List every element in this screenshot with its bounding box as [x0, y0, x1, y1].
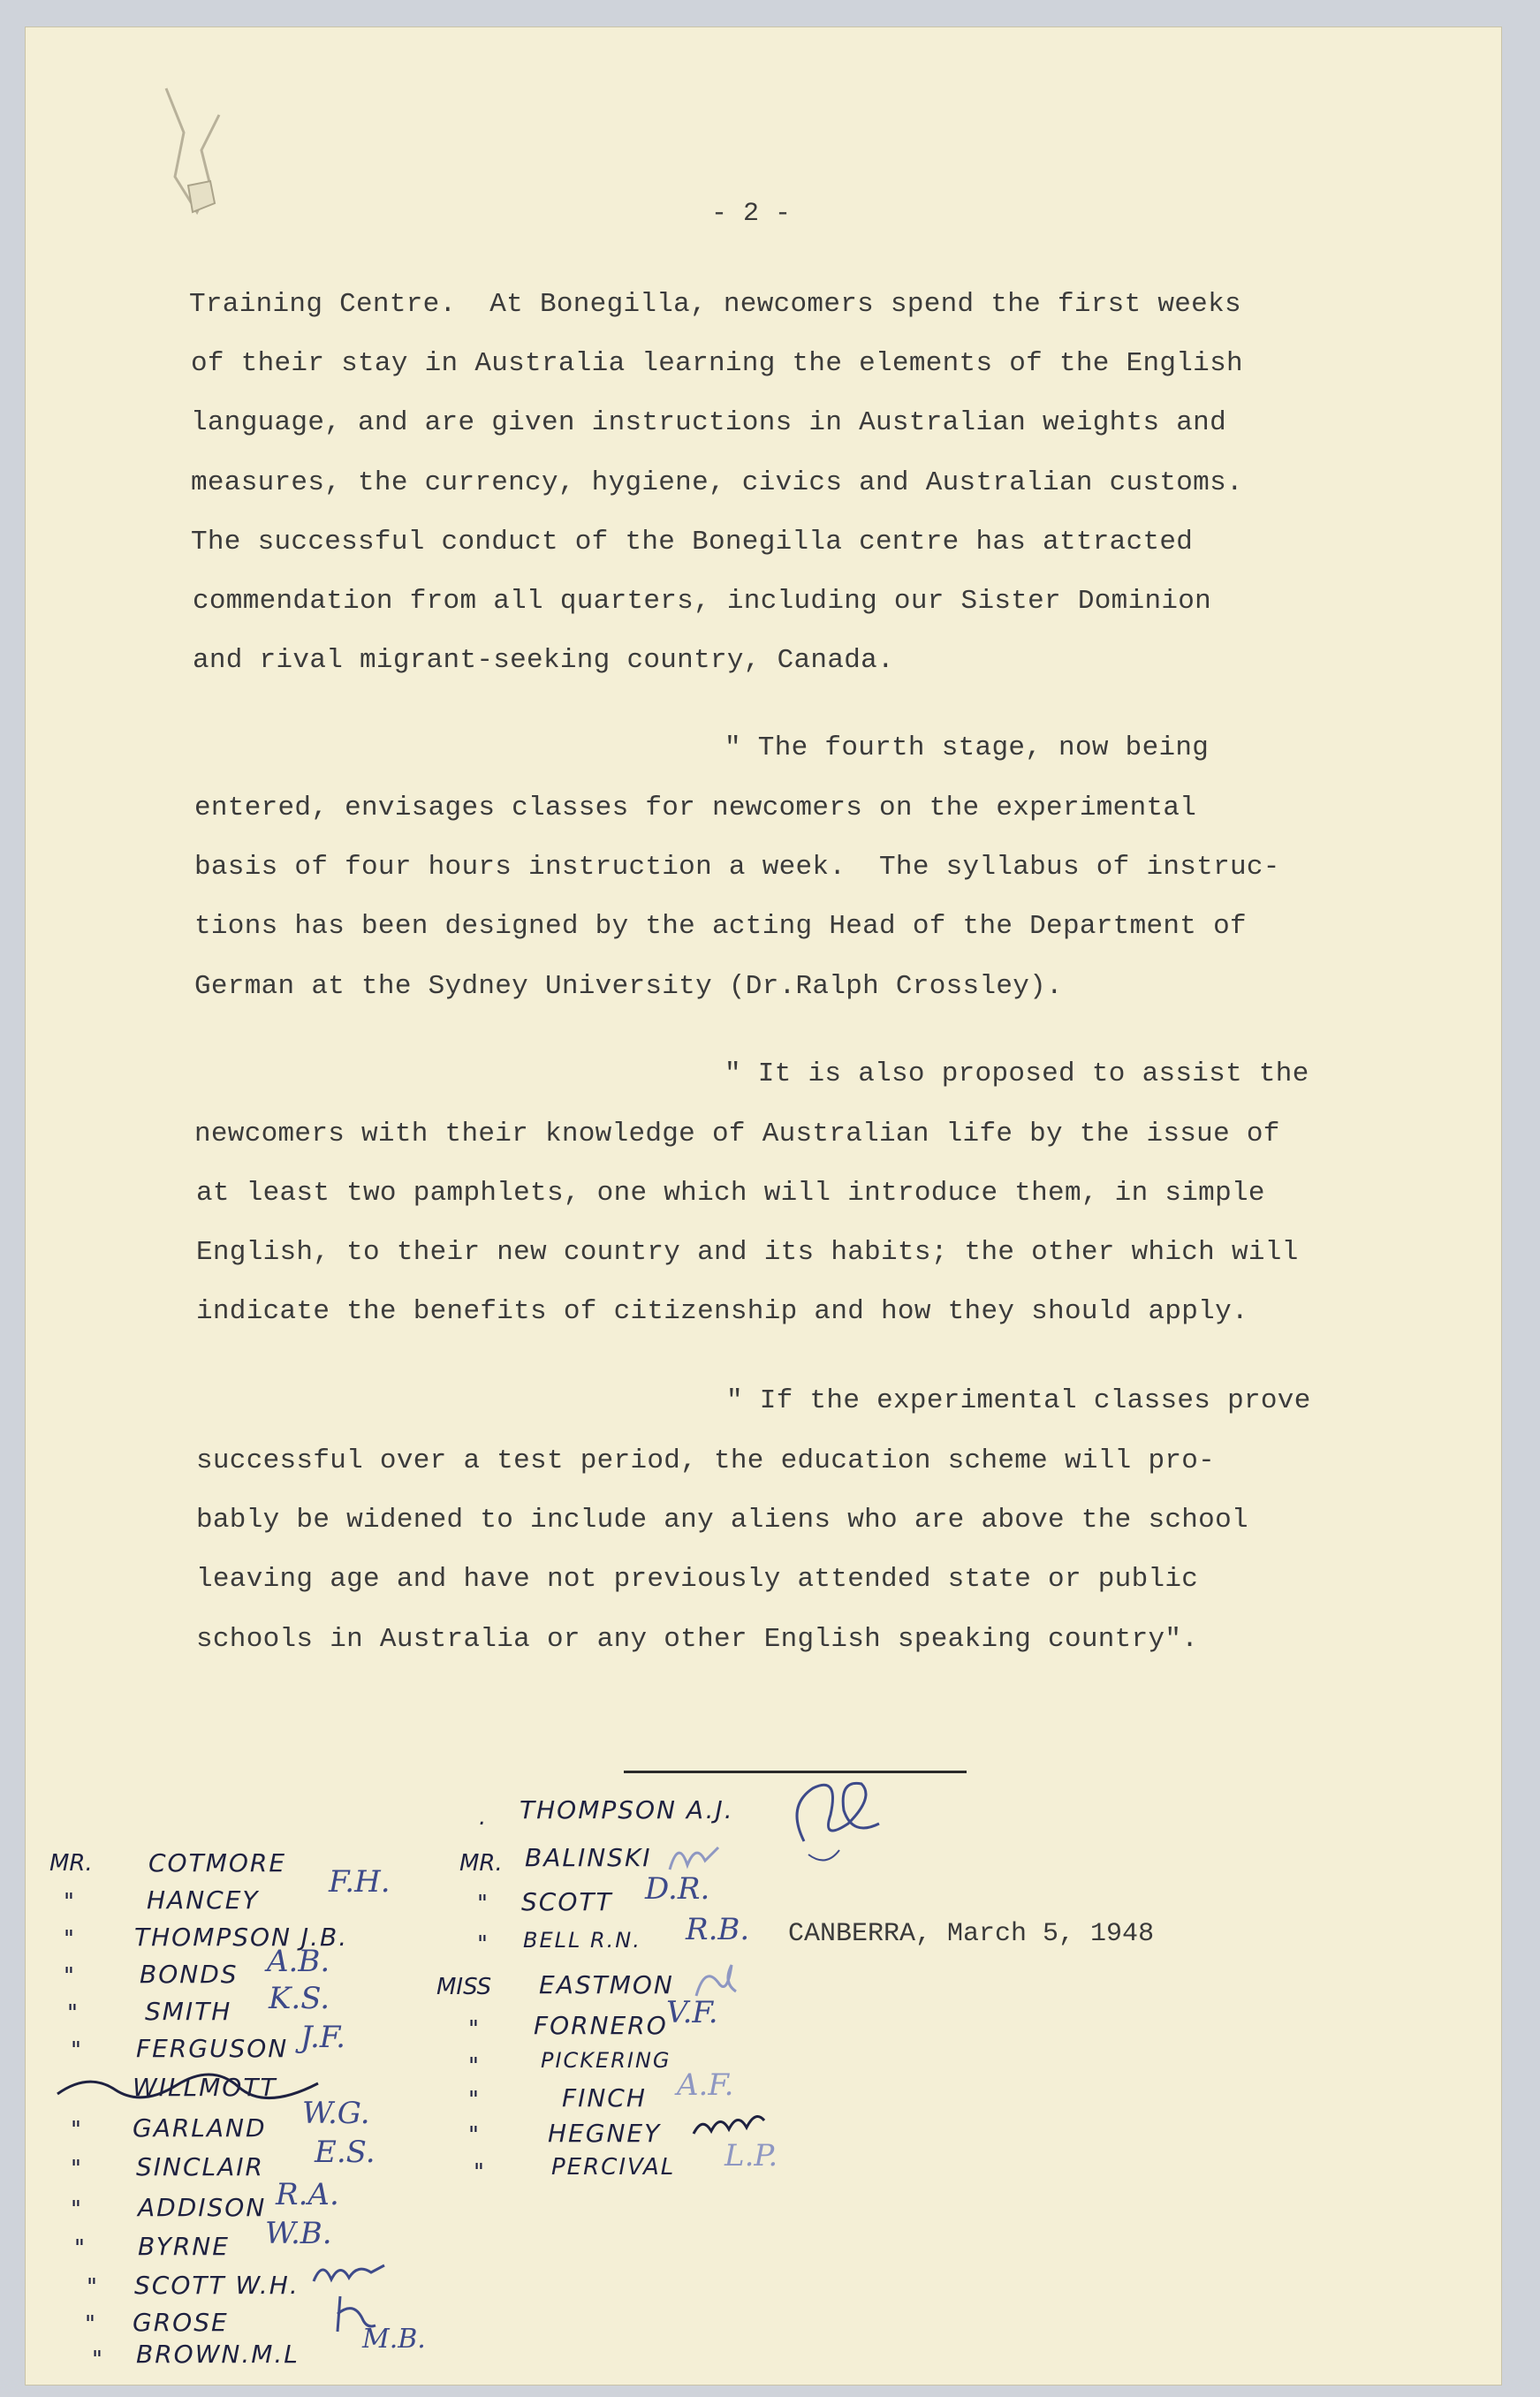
signatory-name: HEGNEY: [548, 2119, 662, 2148]
signatory-name: BROWN.M.L: [136, 2340, 300, 2369]
signatory-name: GARLAND: [133, 2113, 267, 2143]
text-line: tions has been designed by the acting Head of the Department of: [194, 911, 1247, 942]
signatory-initials: A.F.: [677, 2067, 734, 2103]
signatory-name: BALINSKI: [525, 1843, 652, 1872]
text-line: " The fourth stage, now being: [724, 732, 1210, 763]
text-line: commendation from all quarters, including our Sister Dominion: [193, 586, 1212, 617]
signatory-name: COTMORE: [148, 1848, 287, 1877]
signatory-name: THOMPSON A.J.: [520, 1795, 734, 1824]
signatory-initials: F.H.: [329, 1864, 391, 1900]
signatory-name: BELL R.N.: [523, 1928, 641, 1953]
strike-through-mark: [53, 2067, 336, 2103]
signatory-name: FINCH: [562, 2083, 647, 2113]
signatory-name: ADDISON: [138, 2193, 267, 2222]
signatory-prefix: ": [74, 2235, 85, 2262]
signatory-initials: D.R.: [645, 1871, 710, 1907]
page-number: - 2 -: [710, 199, 791, 229]
signatory-prefix: .: [479, 1804, 487, 1831]
signatory-initials: A.B.: [267, 1944, 330, 1979]
text-line: at least two pamphlets, one which will introduce them, in simple: [196, 1178, 1265, 1209]
signatory-prefix: ": [477, 1891, 488, 1917]
signatory-initials: M.B.: [362, 2324, 426, 2355]
signatory-prefix: ": [71, 2117, 81, 2143]
text-line: " If the experimental classes prove: [726, 1385, 1311, 1416]
text-line: and rival migrant-seeking country, Canada.: [193, 645, 894, 676]
signatory-initials: L.P.: [724, 2138, 778, 2173]
signatory-prefix: ": [468, 2087, 479, 2113]
text-line: indicate the benefits of citizenship and how they should apply.: [196, 1296, 1248, 1327]
signature-scribble: [778, 1771, 901, 1868]
signatory-prefix: ": [67, 2000, 78, 2027]
signatory-prefix: ": [477, 1931, 488, 1958]
signature-scribble: [687, 1956, 740, 2000]
signatory-name: THOMPSON J.B.: [134, 1923, 349, 1952]
signatory-prefix: ": [64, 1889, 74, 1915]
signatory-name: BYRNE: [138, 2232, 230, 2261]
signatory-prefix: ": [71, 2156, 81, 2182]
signatory-prefix: ": [71, 2196, 81, 2223]
dateline: CANBERRA, March 5, 1948: [788, 1919, 1155, 1949]
signatory-initials: K.S.: [269, 1981, 330, 2016]
signatory-prefix: ": [85, 2311, 95, 2338]
text-line: successful over a test period, the education scheme will pro-: [196, 1445, 1216, 1476]
signatory-prefix: MR.: [459, 1850, 503, 1877]
signatory-prefix: ": [468, 2053, 479, 2080]
text-line: English, to their new country and its habits; the other which will: [196, 1237, 1299, 1268]
signatory-name: WILLMOTT: [133, 2073, 277, 2102]
signatory-prefix: ": [71, 2037, 81, 2064]
signatory-initials: W.G.: [302, 2096, 370, 2131]
signature-scribble: [309, 2255, 389, 2290]
text-line: of their stay in Australia learning the elements of the English: [191, 348, 1243, 379]
signatory-initials: R.A.: [276, 2177, 339, 2212]
torn-corner-mark: [148, 80, 246, 230]
text-line: basis of four hours instruction a week. The syllabus of instruc-: [194, 852, 1280, 883]
signatory-prefix: MR.: [49, 1850, 93, 1877]
signatory-name: SCOTT W.H.: [134, 2271, 300, 2300]
signatory-name: EASTMON: [539, 1970, 674, 1999]
signatory-initials: E.S.: [315, 2135, 376, 2170]
text-line: bably be widened to include any aliens who are above the school: [196, 1505, 1248, 1536]
signatory-prefix: ": [87, 2274, 97, 2301]
signatory-name: HANCEY: [147, 1885, 260, 1915]
signatory-name: BONDS: [140, 1960, 239, 1989]
text-line: German at the Sydney University (Dr.Ralph Crossley).: [194, 971, 1063, 1002]
signatory-prefix: ": [92, 2347, 102, 2373]
signatory-name: PERCIVAL: [551, 2154, 676, 2181]
signatory-name: FORNERO: [534, 2011, 668, 2040]
text-line: " It is also proposed to assist the: [724, 1058, 1309, 1089]
signatory-prefix: ": [468, 2122, 479, 2149]
signatory-prefix: MISS: [436, 1974, 492, 2000]
signatory-name: PICKERING: [541, 2048, 671, 2073]
text-line: The successful conduct of the Bonegilla centre has attracted: [191, 527, 1194, 558]
text-line: Training Centre. At Bonegilla, newcomers spend the first weeks: [189, 289, 1241, 320]
signatory-prefix: ": [64, 1963, 74, 1990]
signatory-prefix: ": [64, 1926, 74, 1953]
signatory-initials: V.F.: [666, 1995, 718, 2030]
text-line: measures, the currency, hygiene, civics and Australian customs.: [191, 467, 1243, 498]
text-line: leaving age and have not previously attended state or public: [196, 1564, 1199, 1595]
signatory-initials: W.B.: [265, 2216, 332, 2251]
signatory-name: SMITH: [145, 1997, 232, 2026]
signatory-name: SCOTT: [521, 1887, 613, 1916]
text-line: language, and are given instructions in Australian weights and: [191, 407, 1226, 438]
signatory-name: FERGUSON: [136, 2034, 289, 2063]
signatory-name: SINCLAIR: [136, 2152, 264, 2181]
signatory-initials: R.B.: [686, 1912, 750, 1947]
text-line: entered, envisages classes for newcomers on the experimental: [194, 793, 1197, 823]
text-line: schools in Australia or any other English speaking country".: [196, 1624, 1199, 1655]
signatory-name: GROSE: [133, 2308, 229, 2337]
text-line: newcomers with their knowledge of Australian life by the issue of: [194, 1119, 1280, 1149]
signatory-prefix: ": [468, 2016, 479, 2043]
signatory-initials: J.F.: [300, 2020, 345, 2055]
signatory-prefix: ": [474, 2159, 484, 2186]
